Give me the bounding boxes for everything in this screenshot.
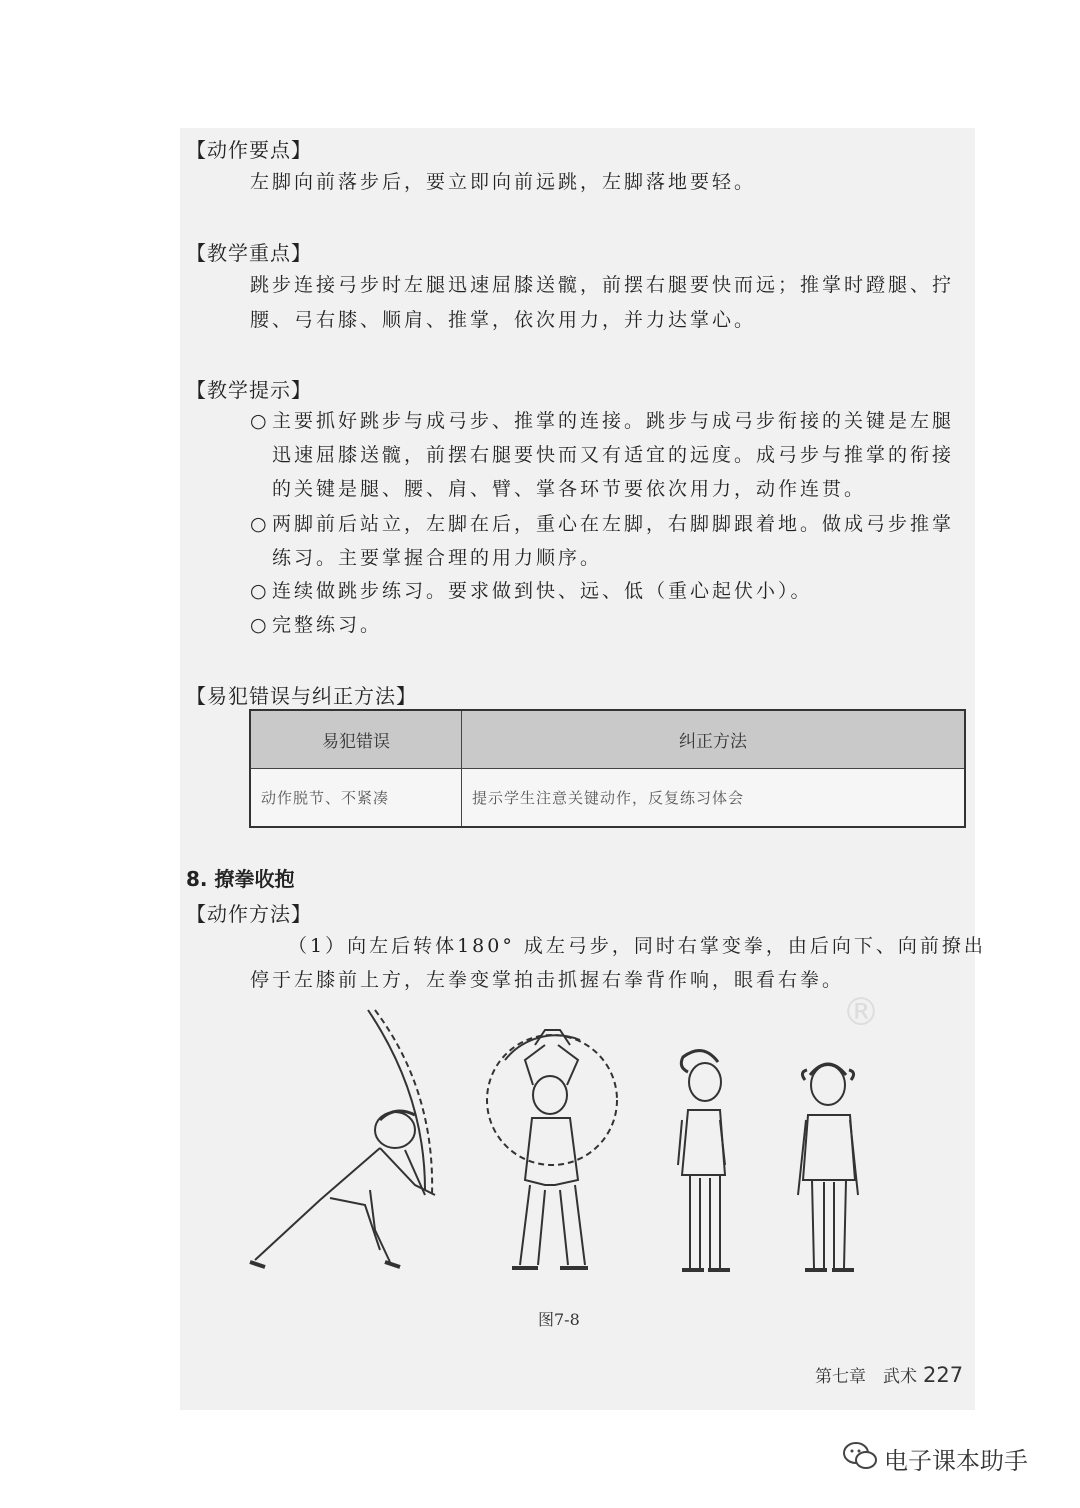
tip-item <box>250 507 970 575</box>
tip-text: 连续做跳步练习。要求做到快、远、低（重心起伏小）。 <box>272 580 813 602</box>
table-row <box>250 769 965 828</box>
circle-bullet-icon: ○ <box>250 410 270 432</box>
chapter-label: 第七章 武术 <box>815 1367 917 1387</box>
page-footer <box>815 1362 963 1387</box>
tip-item <box>250 404 970 506</box>
circle-bullet-icon: ○ <box>250 580 270 602</box>
focus-line-1: 跳步连接弓步时左腿迅速屈膝送髋，前摆右腿要快而远；推掌时蹬腿、拧 <box>250 274 955 296</box>
points-text: 左脚向前落步后，要立即向前远跳，左脚落地要轻。 <box>250 171 757 193</box>
tip-text: 两脚前后站立，左脚在后，重心在左脚，右脚脚跟着地。做成弓步推掌练习。主要掌握合理的用力顺序。 <box>272 513 955 569</box>
figure-pose-3 <box>678 1051 730 1270</box>
registered-mark: ® <box>842 990 880 1034</box>
method-line-2: 停于左膝前上方，左拳变掌拍击抓握右拳背作响，眼看右拳。 <box>250 969 845 991</box>
figure-caption: 图7-8 <box>538 1310 580 1329</box>
section-heading-focus: 【教学重点】 <box>186 241 312 265</box>
circle-bullet-icon: ○ <box>250 614 270 636</box>
table-header-row <box>250 710 965 769</box>
method-line-1: （1）向左后转体180° 成左弓步，同时右掌变拳，由后向下、向前撩出 <box>288 935 986 957</box>
column-header-method: 纠正方法 <box>462 710 966 769</box>
figure-illustration <box>200 1000 900 1290</box>
error-correction-table <box>249 709 966 828</box>
tip-item <box>250 574 970 608</box>
table-cell-method: 提示学生注意关键动作，反复练习体会 <box>462 769 966 828</box>
tip-text: 主要抓好跳步与成弓步、推掌的连接。跳步与成弓步衔接的关键是左腿迅速屈膝送髋，前摆右腿要快而又有适宜的远度。成弓步与推掌的衔接的关键是腿、腰、肩、臂、掌各环节要依次用力，动作连贯。 <box>272 410 955 500</box>
section-8-title: 8. 撩拳收抱 <box>186 867 295 891</box>
section-heading-points: 【动作要点】 <box>186 138 312 162</box>
tip-text: 完整练习。 <box>272 614 383 636</box>
section-heading-tips: 【教学提示】 <box>186 378 312 402</box>
tip-item <box>250 608 970 642</box>
page-number: 227 <box>923 1363 964 1387</box>
table-cell-error: 动作脱节、不紧凑 <box>250 769 462 828</box>
figure-pose-1 <box>250 1010 435 1267</box>
circle-bullet-icon: ○ <box>250 513 270 535</box>
watermark-label: 电子课本助手 <box>884 1447 1028 1475</box>
section-heading-errors: 【易犯错误与纠正方法】 <box>186 684 417 708</box>
figure-pose-4 <box>798 1064 858 1270</box>
focus-line-2: 腰、弓右膝、顺肩、推掌，依次用力，并力达掌心。 <box>250 309 757 331</box>
figure-pose-2 <box>487 1030 617 1268</box>
wechat-icon <box>842 1440 878 1472</box>
column-header-error: 易犯错误 <box>250 710 462 769</box>
section-heading-method: 【动作方法】 <box>186 902 312 926</box>
